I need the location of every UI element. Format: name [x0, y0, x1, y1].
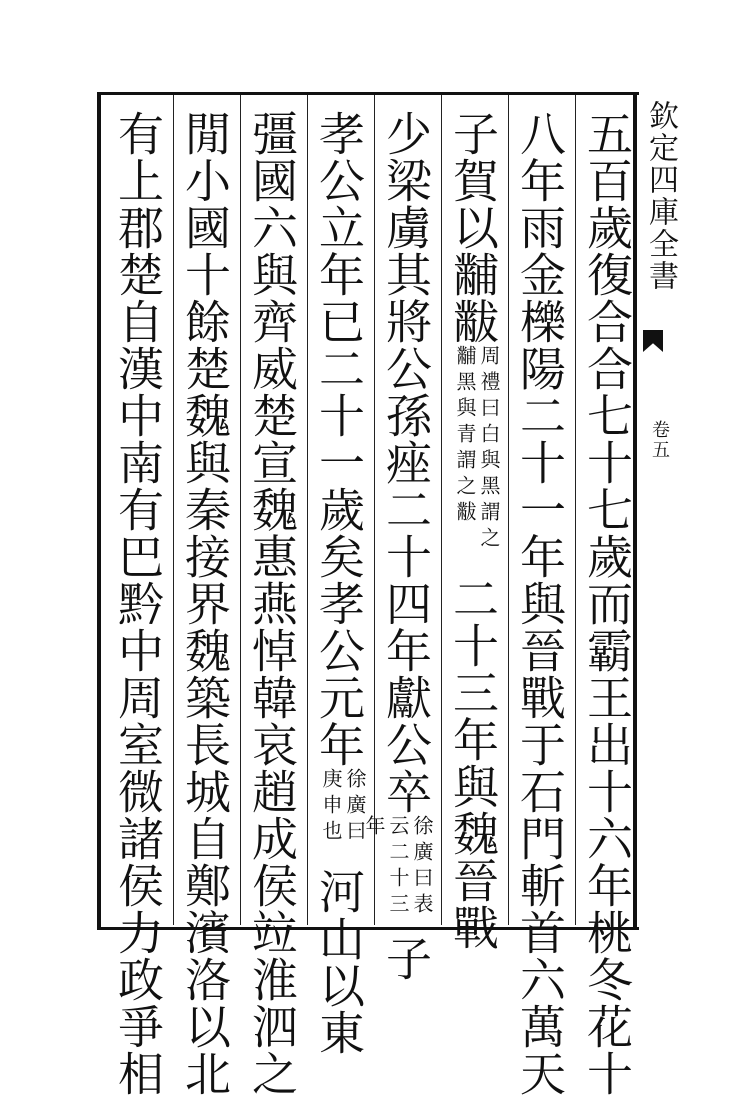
column-rule	[441, 95, 442, 925]
main-text: 閒小國十餘楚魏與秦接界魏築長城自鄭濱洛以北	[178, 110, 232, 1097]
text-column-6	[244, 110, 300, 1097]
main-text: 子賀以黼黻	[446, 110, 500, 345]
column-rule	[240, 95, 241, 925]
main-text: 二十三年與魏晉戰	[446, 575, 500, 951]
main-text: 子	[379, 935, 433, 982]
main-text: 少梁虜其將公孫痤二十四年獻公卒	[379, 110, 433, 815]
annotation-note: 徐廣曰庚申也	[319, 768, 367, 846]
text-column-2	[512, 110, 568, 1097]
annotation-note: 周禮曰白與黑謂之黼黑與青謂之黻	[453, 345, 501, 553]
main-text: 八年雨金櫟陽二十一年與晉戰于石門斬首六萬天	[513, 110, 567, 1097]
column-rule	[374, 95, 375, 925]
text-column-7	[177, 110, 233, 1097]
column-rule	[575, 95, 576, 925]
text-column-4	[362, 110, 434, 982]
text-column-8	[110, 110, 166, 1097]
main-text: 河山以東	[312, 868, 366, 1056]
text-column-3	[445, 110, 501, 951]
annotation-note: 徐廣曰表云二十三年	[362, 815, 434, 919]
book-title: 欽定四庫全書	[643, 100, 678, 292]
column-rule	[307, 95, 308, 925]
main-text: 彊國六與齊威楚宣魏惠燕悼韓哀趙成侯竝淮泗之	[245, 110, 299, 1097]
column-rule	[508, 95, 509, 925]
volume-label: 卷五	[649, 420, 670, 460]
main-text: 有上郡楚自漢中南有巴黔中周室微諸侯力政爭相	[111, 110, 165, 1097]
main-text: 孝公立年已二十一歲矣孝公元年	[312, 110, 366, 768]
text-column-1	[579, 110, 635, 1097]
column-rule	[173, 95, 174, 925]
main-text: 五百歲復合合七十七歲而霸王出十六年桃冬花十	[580, 110, 634, 1097]
text-column-5	[311, 110, 367, 1056]
